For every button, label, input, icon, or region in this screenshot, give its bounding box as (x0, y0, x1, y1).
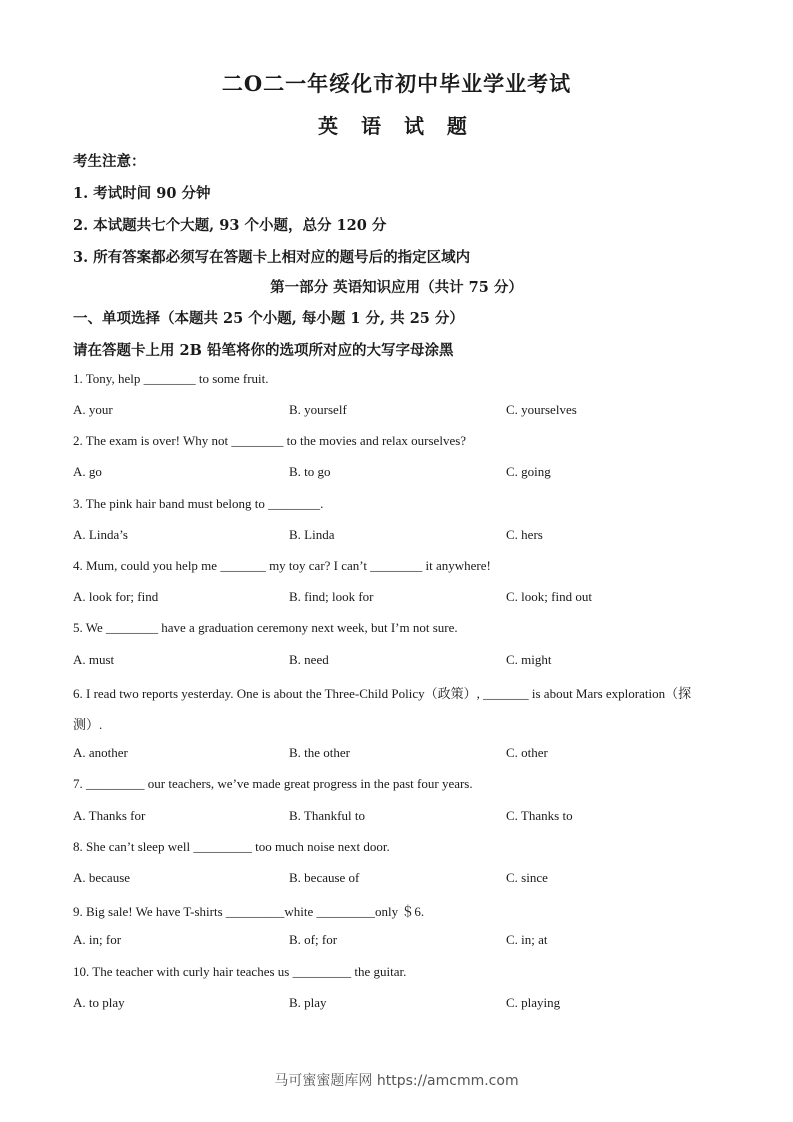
option-b: B. because of (289, 870, 360, 885)
option-a: A. look for; find (73, 589, 159, 604)
question-text: 6. I read two reports yesterday. One is about the Three-Child Policy（政策）, _______ is about Mars exploration（探 (73, 686, 692, 701)
question-text-continued: 测）. (73, 717, 103, 732)
option-c: C. yourselves (506, 402, 577, 417)
option-c: C. look; find out (506, 589, 592, 604)
option-b: B. find; look for (289, 589, 374, 604)
option-b: B. yourself (289, 402, 347, 417)
option-a: A. your (73, 402, 113, 417)
option-a: A. because (73, 870, 131, 885)
option-a: A. must (73, 652, 115, 667)
section-instruction: 请在答题卡上用 2B 铅笔将你的选项所对应的大写字母涂黑 (73, 342, 454, 359)
question-text: 2. The exam is over! Why not ________ to the movies and relax ourselves? (73, 433, 467, 448)
option-b: B. of; for (289, 932, 338, 947)
question-text: 1. Tony, help ________ to some fruit. (73, 371, 269, 386)
notice-item: 1. 考试时间 90 分钟 (73, 185, 211, 202)
option-c: C. hers (506, 527, 543, 542)
notice-item: 3. 所有答案都必须写在答题卡上相对应的题号后的指定区域内 (73, 249, 471, 266)
page-title: 二O二一年绥化市初中毕业学业考试 (221, 71, 572, 96)
option-c: C. going (506, 464, 551, 479)
part-heading: 第一部分 英语知识应用（共计 75 分） (270, 279, 523, 296)
question-text: 7. _________ our teachers, we’ve made great progress in the past four years. (73, 776, 473, 791)
page-subtitle: 英 语 试 题 (318, 114, 475, 138)
question-text: 5. We ________ have a graduation ceremony next week, but I’m not sure. (73, 620, 458, 635)
option-b: B. to go (289, 464, 331, 479)
option-a: A. in; for (73, 932, 122, 947)
option-b: B. need (289, 652, 329, 667)
option-b: B. play (289, 995, 327, 1010)
option-c: C. since (506, 870, 548, 885)
footer-watermark: 马可蜜蜜题库网 https://amcmm.com (274, 1073, 519, 1089)
option-c: C. might (506, 652, 552, 667)
option-c: C. other (506, 745, 548, 760)
option-a: A. to play (73, 995, 125, 1010)
option-c: C. playing (506, 995, 561, 1010)
question-text: 3. The pink hair band must belong to ________. (73, 496, 324, 511)
option-a: A. go (73, 464, 102, 479)
option-a: A. another (73, 745, 128, 760)
option-c: C. in; at (506, 932, 548, 947)
option-c: C. Thanks to (506, 808, 573, 823)
option-b: B. the other (289, 745, 351, 760)
option-b: B. Thankful to (289, 808, 365, 823)
option-a: A. Linda’s (73, 527, 128, 542)
question-text: 10. The teacher with curly hair teaches us _________ the guitar. (73, 964, 407, 979)
section-heading: 一、单项选择（本题共 25 个小题, 每小题 1 分, 共 25 分） (73, 310, 464, 327)
notice-heading: 考生注意： (73, 153, 146, 170)
option-b: B. Linda (289, 527, 335, 542)
notice-item: 2. 本试题共七个大题, 93 个小题，总分 120 分 (73, 217, 387, 234)
question-text: 8. She can’t sleep well _________ too much noise next door. (73, 839, 390, 854)
option-a: A. Thanks for (73, 808, 146, 823)
question-text: 4. Mum, could you help me _______ my toy car? I can’t ________ it anywhere! (73, 558, 491, 573)
question-text: 9. Big sale! We have T-shirts _________white _________only ＄6. (73, 904, 425, 919)
